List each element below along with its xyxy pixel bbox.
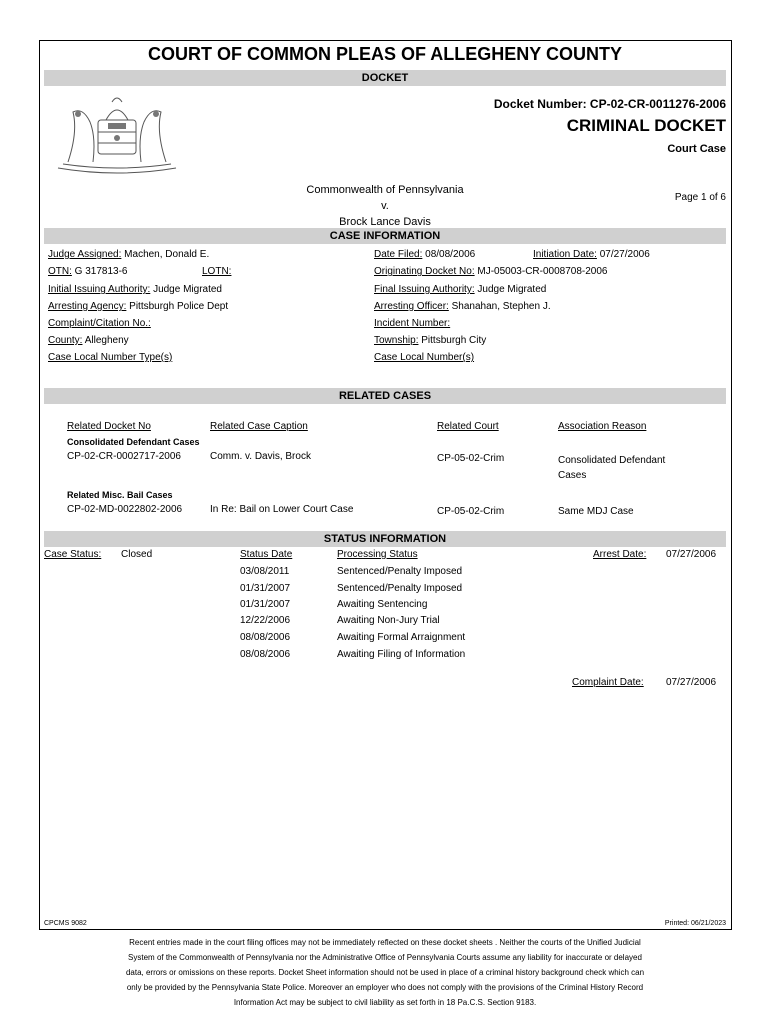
related-case-caption-header: Related Case Caption xyxy=(210,421,308,432)
judge-assigned xyxy=(48,249,209,260)
consolidated-group-title: Consolidated Defendant Cases xyxy=(67,437,200,447)
processing-status: Awaiting Formal Arraignment xyxy=(337,632,466,643)
initiation-date xyxy=(533,249,650,260)
field-value: 08/08/2006 xyxy=(425,249,476,260)
complaint-date-label: Complaint Date: xyxy=(572,677,644,688)
status-date: 03/08/2011 xyxy=(240,566,290,577)
page-number: Page 1 of 6 xyxy=(674,192,726,203)
field-value: Allegheny xyxy=(84,335,129,346)
complaint-date-value: 07/27/2006 xyxy=(666,677,717,688)
printed-date: Printed: 06/21/2023 xyxy=(664,920,726,927)
disclaimer-line: data, errors or omissions on these reports. Docket Sheet information should not be used in place of a criminal history background check which can xyxy=(125,968,645,977)
processing-status: Sentenced/Penalty Imposed xyxy=(337,583,463,594)
field-value: MJ-05003-CR-0008708-2006 xyxy=(477,266,608,277)
field-label: Arresting Agency: xyxy=(48,301,127,312)
related-case-caption: In Re: Bail on Lower Court Case xyxy=(210,504,354,515)
disclaimer-line: Information Act may be subject to civil liability as set forth in 18 Pa.C.S. Section 9183. xyxy=(233,998,537,1007)
processing-status: Sentenced/Penalty Imposed xyxy=(337,566,463,577)
court-title: COURT OF COMMON PLEAS OF ALLEGHENY COUNTY xyxy=(147,44,622,64)
docket-type: CRIMINAL DOCKET xyxy=(566,116,726,135)
disclaimer-line: System of the Commonwealth of Pennsylvania nor the Administrative Office of Pennsylvania Courts assume any liability for inaccurate or delayed xyxy=(128,953,642,962)
field-value: Machen, Donald E. xyxy=(124,249,210,260)
caption-defendant: Brock Lance Davis xyxy=(339,216,431,228)
field-label: Complaint/Citation No.: xyxy=(48,318,151,329)
arresting-officer xyxy=(374,301,551,312)
bail-group-title: Related Misc. Bail Cases xyxy=(67,490,173,500)
disclaimer xyxy=(44,935,726,1010)
field-label: Final Issuing Authority: xyxy=(374,284,475,295)
processing-status: Awaiting Non-Jury Trial xyxy=(337,615,440,626)
field-label: OTN: xyxy=(48,266,72,277)
docket-band: DOCKET xyxy=(44,70,726,86)
case-type: Court Case xyxy=(667,143,726,155)
field-label: Township: xyxy=(374,335,419,346)
field-label: Case Local Number Type(s) xyxy=(48,352,173,363)
county xyxy=(48,335,129,346)
caption-versus: v. xyxy=(381,200,389,212)
docket-number: Docket Number: CP-02-CR-0011276-2006 xyxy=(493,97,726,111)
processing-status: Awaiting Filing of Information xyxy=(337,649,466,660)
status-date: 01/31/2007 xyxy=(240,583,291,594)
related-docket-no: CP-02-CR-0002717-2006 xyxy=(67,451,181,462)
field-value: G 317813-6 xyxy=(74,266,128,277)
case-local-number-types xyxy=(48,352,172,363)
field-label: Initiation Date: xyxy=(533,249,597,260)
processing-status-header: Processing Status xyxy=(337,549,418,560)
disclaimer-line: Recent entries made in the court filing offices may not be immediately reflected on these docket sheets . Neither the courts of the Unified Judicial xyxy=(129,938,641,947)
field-label: Case Local Number(s) xyxy=(374,352,475,363)
field-value: Pittsburgh City xyxy=(421,335,487,346)
disclaimer-line: only be provided by the Pennsylvania State Police. Moreover an employer who does not comply with the provisions of the Criminal History Record xyxy=(126,983,644,992)
processing-status: Awaiting Sentencing xyxy=(337,599,428,610)
field-label: Incident Number: xyxy=(374,318,451,329)
status-date: 08/08/2006 xyxy=(240,649,291,660)
final-issuing-authority xyxy=(374,284,546,295)
field-label: Date Filed: xyxy=(374,249,423,260)
caption-plaintiff: Commonwealth of Pennsylvania xyxy=(306,184,464,196)
field-label: Arresting Officer: xyxy=(374,301,449,312)
arrest-date-label: Arrest Date: xyxy=(593,549,647,560)
related-cases-band: RELATED CASES xyxy=(44,388,726,404)
case-information-band: CASE INFORMATION xyxy=(44,228,726,244)
association-reason-header: Association Reason xyxy=(558,421,647,432)
initial-issuing-authority xyxy=(48,284,222,295)
status-date: 01/31/2007 xyxy=(240,599,291,610)
arresting-agency xyxy=(48,301,228,312)
case-status-value: Closed xyxy=(121,549,153,560)
township xyxy=(374,335,486,346)
lotn xyxy=(202,266,231,277)
related-court: CP-05-02-Crim xyxy=(437,453,505,464)
arrest-date-value: 07/27/2006 xyxy=(666,549,717,560)
field-label: Originating Docket No: xyxy=(374,266,475,277)
complaint-citation-no xyxy=(48,318,151,329)
association-reason-line: Cases xyxy=(558,470,587,481)
pennsylvania-seal-icon xyxy=(48,92,186,176)
association-reason-line: Consolidated Defendant xyxy=(558,455,666,466)
originating-docket-no xyxy=(374,266,607,277)
related-court: CP-05-02-Crim xyxy=(437,506,505,517)
related-case-caption: Comm. v. Davis, Brock xyxy=(210,451,311,462)
form-id: CPCMS 9082 xyxy=(44,920,87,927)
field-value: Judge Migrated xyxy=(477,284,547,295)
field-value: Pittsburgh Police Dept xyxy=(129,301,229,312)
case-local-numbers xyxy=(374,352,474,363)
incident-number xyxy=(374,318,450,329)
association-reason: Same MDJ Case xyxy=(558,506,634,517)
related-docket-no: CP-02-MD-0022802-2006 xyxy=(67,504,183,515)
related-docket-no-header: Related Docket No xyxy=(67,421,151,432)
association-reason xyxy=(558,453,665,483)
field-label: Judge Assigned: xyxy=(48,249,122,260)
case-status-label: Case Status: xyxy=(44,549,102,560)
status-information-band: STATUS INFORMATION xyxy=(44,531,726,547)
field-value: Shanahan, Stephen J. xyxy=(451,301,551,312)
field-label: LOTN: xyxy=(202,266,232,277)
status-date: 12/22/2006 xyxy=(240,615,291,626)
date-filed xyxy=(374,249,475,260)
related-court-header: Related Court xyxy=(437,421,499,432)
status-date: 08/08/2006 xyxy=(240,632,291,643)
field-label: County: xyxy=(48,335,83,346)
field-label: Initial Issuing Authority: xyxy=(48,284,151,295)
case-caption xyxy=(0,182,770,230)
otn xyxy=(48,266,128,277)
field-value: 07/27/2006 xyxy=(599,249,650,260)
status-date-header: Status Date xyxy=(240,549,293,560)
field-value: Judge Migrated xyxy=(153,284,222,295)
